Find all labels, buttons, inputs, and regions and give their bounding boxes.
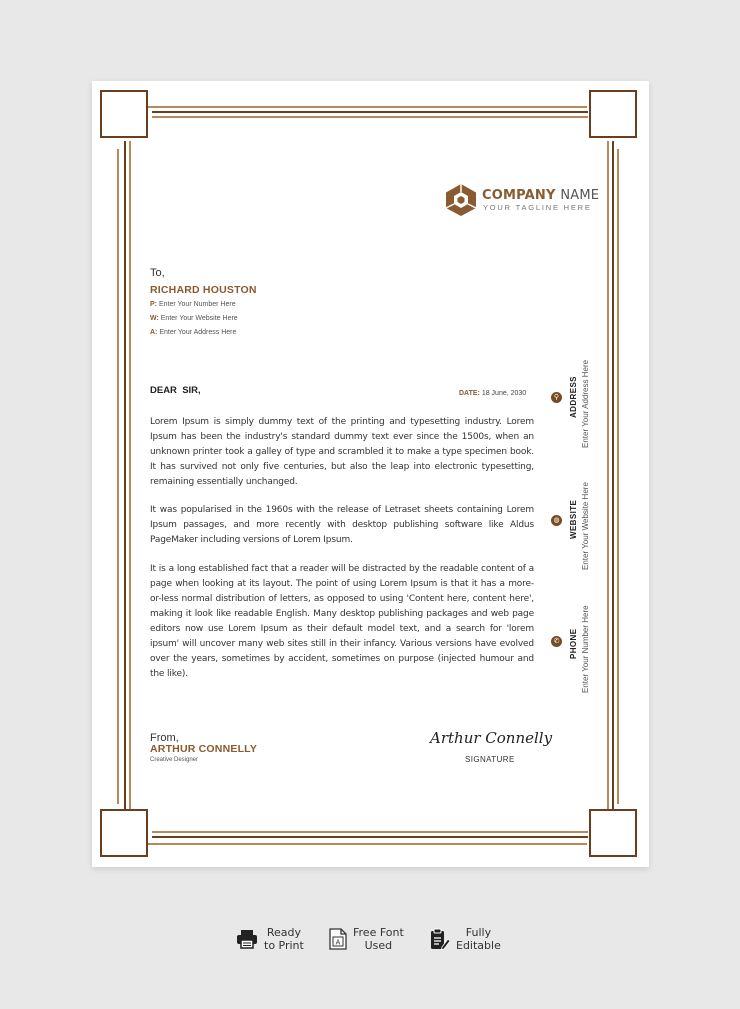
- website-value: Enter Your Website Here: [160, 315, 238, 322]
- frame-line: [117, 843, 587, 845]
- from-label: From,: [150, 732, 179, 744]
- frame-line: [617, 149, 619, 804]
- company-tagline: YOUR TAGLINE HERE: [483, 203, 592, 212]
- signature-image: Arthur Connelly: [430, 729, 553, 747]
- website-prefix: W:: [150, 315, 159, 322]
- address-prefix: A:: [150, 329, 158, 336]
- body-paragraph: Lorem Ipsum is simply dummy text of the printing and typesetting industry. Lorem Ipsum has been the industry's standard dummy text ever since the 1500s, when an unknown printer took a galley of type and scrambled it to make a type specimen book. It has survived not only five centuries, but also the leap into electronic typesetting, remaining essentially unchanged.: [150, 417, 534, 487]
- company-name: [482, 188, 599, 203]
- sidebar-phone-value: Enter Your Number Here: [581, 605, 590, 693]
- frame-line: [152, 831, 588, 833]
- recipient-website: [150, 315, 238, 322]
- frame-line: [152, 836, 588, 838]
- font-file-icon: [329, 928, 347, 950]
- date-label: DATE:: [459, 390, 480, 397]
- phone-icon: ✆: [551, 636, 562, 647]
- printer-icon: [236, 929, 258, 949]
- feature-line2: Used: [364, 939, 393, 952]
- company-name-bold: COMPANY: [482, 188, 556, 203]
- frame-corner-square: [589, 90, 637, 138]
- frame-line: [612, 141, 614, 811]
- date-value: 18 June, 2030: [481, 390, 527, 397]
- feature-free-font: [329, 926, 404, 952]
- frame-corner-square: [100, 90, 148, 138]
- edit-clipboard-icon: [430, 928, 450, 950]
- signature-label: SIGNATURE: [465, 755, 515, 764]
- frame-line: [117, 149, 119, 804]
- feature-ready-to-print: [236, 926, 304, 952]
- frame-line: [117, 106, 587, 108]
- frame-line: [152, 111, 588, 113]
- recipient-name: RICHARD HOUSTON: [150, 284, 257, 296]
- company-name-thin: NAME: [560, 188, 600, 203]
- sidebar-address-value: Enter Your Address Here: [581, 359, 590, 448]
- feature-line1: Free Font: [353, 926, 404, 939]
- frame-line: [607, 141, 609, 811]
- globe-icon: ◍: [551, 515, 562, 526]
- feature-fully-editable: [430, 926, 501, 952]
- letterhead-sheet: [92, 81, 649, 867]
- to-label: To,: [150, 267, 165, 279]
- sender-title: Creative Designer: [150, 757, 199, 763]
- sidebar-website-title: WEBSITE: [569, 499, 578, 539]
- sidebar-address-title: ADDRESS: [569, 376, 578, 418]
- sidebar-phone-title: PHONE: [569, 628, 578, 659]
- salutation: DEAR SIR,: [150, 385, 201, 396]
- feature-line1: Fully: [465, 926, 492, 939]
- feature-line2: to Print: [264, 939, 304, 952]
- svg-text:A: A: [335, 939, 341, 947]
- body-paragraph: It was popularised in the 1960s with the release of Letraset sheets containing Lorem Ipsum passages, and more recently with desktop publishing software like Aldus PageMaker including versions of Lorem Ipsum.: [150, 505, 534, 545]
- frame-corner-square: [100, 809, 148, 857]
- frame-line: [152, 116, 588, 118]
- body-paragraph: It is a long established fact that a reader will be distracted by the readable content of a page when looking at its layout. The point of using Lorem Ipsum is that it has a more-or-less normal distribution of letters, as opposed to using 'Content here, content here', making it look like readable English. Many desktop publishing packages and web page editors now use Lorem Ipsum as their default model text, and a search for 'lorem ipsum' will uncover many web sites still in their infancy. Various versions have evolved over the years, sometimes by accident, sometimes on purpose (injected humour and the like).: [150, 564, 534, 679]
- address-value: Enter Your Address Here: [159, 329, 237, 336]
- phone-value: Enter Your Number Here: [158, 301, 236, 308]
- frame-line: [129, 141, 131, 811]
- location-icon: ⚲: [551, 392, 562, 403]
- sidebar-website-value: Enter Your Website Here: [581, 482, 590, 570]
- feature-line1: Ready: [266, 926, 301, 939]
- frame-corner-square: [589, 809, 637, 857]
- company-logo-icon: [445, 183, 477, 217]
- recipient-address: [150, 329, 236, 336]
- phone-prefix: P:: [150, 301, 157, 308]
- feature-line2: Editable: [456, 939, 501, 952]
- letter-date: [459, 390, 526, 397]
- sender-name: ARTHUR CONNELLY: [150, 743, 258, 755]
- recipient-phone: [150, 301, 236, 308]
- frame-line: [124, 141, 126, 811]
